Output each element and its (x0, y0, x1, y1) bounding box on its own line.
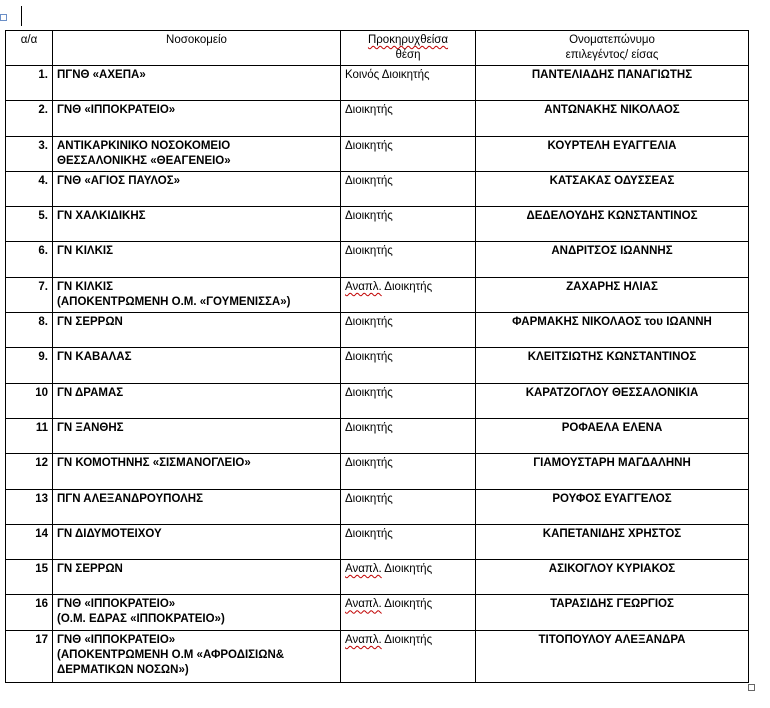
hospital-cell: ΠΓΝ ΑΛΕΞΑΝΔΡΟΥΠΟΛΗΣ (53, 489, 341, 524)
row-number: 1. (6, 66, 53, 101)
table-row (6, 277, 749, 312)
hospital-cell: ΓΝ ΧΑΛΚΙΔΙΚΗΣ (53, 207, 341, 242)
table-row (6, 348, 749, 383)
position-cell (341, 348, 476, 383)
table-row (6, 136, 749, 171)
position-title: Διοικητής (345, 351, 393, 364)
appointee-name-cell: ΠΑΝΤΕΛΙΑΔΗΣ ΠΑΝΑΓΙΩΤΗΣ (476, 66, 749, 101)
position-title: Διοικητής (345, 492, 393, 505)
table-row (6, 595, 749, 630)
position-title: Διοικητής (345, 421, 393, 434)
position-title: Διοικητής (381, 598, 433, 611)
row-number: 4. (6, 171, 53, 206)
table-row (6, 207, 749, 242)
position-cell (341, 489, 476, 524)
table-header-row (6, 31, 749, 66)
position-cell (341, 560, 476, 595)
row-number: 11 (6, 418, 53, 453)
hospital-cell: ΓΝ ΔΡΑΜΑΣ (53, 383, 341, 418)
appointee-name-cell: ΤΙΤΟΠΟΥΛΟΥ ΑΛΕΞΑΝΔΡΑ (476, 630, 749, 682)
position-cell (341, 313, 476, 348)
position-prefix: Αναπλ. (345, 633, 382, 646)
position-title: Διοικητής (381, 633, 433, 646)
appointee-name-cell: ΦΑΡΜΑΚΗΣ ΝΙΚΟΛΑΟΣ του ΙΩΑΝΝΗ (476, 313, 749, 348)
table-row (6, 454, 749, 489)
position-title: Διοικητής (345, 104, 393, 117)
position-title: Διοικητής (345, 210, 393, 223)
row-number: 16 (6, 595, 53, 630)
position-prefix: Αναπλ. (345, 563, 382, 576)
position-title: Διοικητής (345, 174, 393, 187)
position-title: Διοικητής (345, 386, 393, 399)
header-index: α/α (6, 31, 53, 66)
hospital-cell: ΓΝ ΚΑΒΑΛΑΣ (53, 348, 341, 383)
position-cell (341, 101, 476, 136)
appointee-name-cell: ΔΕΔΕΛΟΥΔΗΣ ΚΩΝΣΤΑΝΤΙΝΟΣ (476, 207, 749, 242)
header-position: Προκηρυχθείσα θέση (341, 31, 476, 66)
header-name: Ονοματεπώνυμο επιλεγέντος/ είσας (476, 31, 749, 66)
position-prefix: Αναπλ. (345, 598, 382, 611)
position-prefix: Αναπλ. (345, 280, 382, 293)
appointee-name-cell: ΓΙΑΜΟΥΣΤΑΡΗ ΜΑΓΔΑΛΗΝΗ (476, 454, 749, 489)
table-row (6, 560, 749, 595)
row-number: 17 (6, 630, 53, 682)
position-title: Διοικητής (381, 563, 433, 576)
hospital-cell: ΓΝ ΚΟΜΟΤΗΝΗΣ «ΣΙΣΜΑΝΟΓΛΕΙΟ» (53, 454, 341, 489)
appointee-name-cell: ΚΑΠΕΤΑΝΙΔΗΣ ΧΡΗΣΤΟΣ (476, 524, 749, 559)
hospital-cell: ΓΝ ΔΙΔΥΜΟΤΕΙΧΟΥ (53, 524, 341, 559)
position-cell (341, 595, 476, 630)
table-row (6, 242, 749, 277)
position-title: Διοικητής (345, 245, 393, 258)
table-row (6, 171, 749, 206)
appointee-name-cell: ΡΟΥΦΟΣ ΕΥΑΓΓΕΛΟΣ (476, 489, 749, 524)
table-row (6, 66, 749, 101)
table-row (6, 383, 749, 418)
table-row (6, 418, 749, 453)
row-number: 3. (6, 136, 53, 171)
table-move-handle-icon[interactable] (0, 14, 7, 21)
hospital-cell: ΓΝ ΚΙΛΚΙΣ (ΑΠΟΚΕΝΤΡΩΜΕΝΗ Ο.Μ. «ΓΟΥΜΕΝΙΣΣΑ») (53, 277, 341, 312)
position-cell (341, 630, 476, 682)
position-cell (341, 418, 476, 453)
hospital-cell: ΓΝΘ «ΙΠΠΟΚΡΑΤΕΙΟ» (Ο.Μ. ΕΔΡΑΣ «ΙΠΠΟΚΡΑΤΕΙΟ») (53, 595, 341, 630)
appointee-name-cell: ΑΝΤΩΝΑΚΗΣ ΝΙΚΟΛΑΟΣ (476, 101, 749, 136)
hospital-cell: ΓΝΘ «ΑΓΙΟΣ ΠΑΥΛΟΣ» (53, 171, 341, 206)
hospital-cell: ΑΝΤΙΚΑΡΚΙΝΙΚΟ ΝΟΣΟΚΟΜΕΙΟ ΘΕΣΣΑΛΟΝΙΚΗΣ «ΘΕΑΓΕΝΕΙΟ» (53, 136, 341, 171)
row-number: 8. (6, 313, 53, 348)
hospital-cell: ΓΝΘ «ΙΠΠΟΚΡΑΤΕΙΟ» (ΑΠΟΚΕΝΤΡΩΜΕΝΗ Ο.Μ «ΑΦΡΟΔΙΣΙΩΝ& ΔΕΡΜΑΤΙΚΩΝ ΝΟΣΩΝ») (53, 630, 341, 682)
position-cell (341, 383, 476, 418)
row-number: 9. (6, 348, 53, 383)
position-cell (341, 242, 476, 277)
row-number: 5. (6, 207, 53, 242)
position-title: Διοικητής (345, 316, 393, 329)
position-title: Διοικητής (345, 527, 393, 540)
position-cell (341, 171, 476, 206)
appointee-name-cell: ΚΑΡΑΤΖΟΓΛΟΥ ΘΕΣΣΑΛΟΝΙΚΙΑ (476, 383, 749, 418)
appointee-name-cell: ΑΝΔΡΙΤΣΟΣ ΙΩΑΝΝΗΣ (476, 242, 749, 277)
row-number: 10 (6, 383, 53, 418)
table-row (6, 489, 749, 524)
row-number: 6. (6, 242, 53, 277)
appointee-name-cell: ΚΟΥΡΤΕΛΗ ΕΥΑΓΓΕΛΙΑ (476, 136, 749, 171)
appointee-name-cell: ΤΑΡΑΣΙΔΗΣ ΓΕΩΡΓΙΟΣ (476, 595, 749, 630)
row-number: 13 (6, 489, 53, 524)
hospital-cell: ΠΓΝΘ «ΑΧΕΠΑ» (53, 66, 341, 101)
position-cell (341, 277, 476, 312)
appointee-name-cell: ΚΑΤΣΑΚΑΣ ΟΔΥΣΣΕΑΣ (476, 171, 749, 206)
table-resize-handle[interactable] (748, 684, 755, 691)
hospital-cell: ΓΝ ΞΑΝΘΗΣ (53, 418, 341, 453)
header-hospital: Νοσοκομείο (53, 31, 341, 66)
text-cursor (21, 6, 22, 26)
position-title: Διοικητής (345, 457, 393, 470)
hospital-cell: ΓΝ ΣΕΡΡΩΝ (53, 313, 341, 348)
position-cell (341, 66, 476, 101)
row-number: 2. (6, 101, 53, 136)
table-row (6, 313, 749, 348)
appointee-name-cell: ΑΣΙΚΟΓΛΟΥ ΚΥΡΙΑΚΟΣ (476, 560, 749, 595)
position-cell (341, 136, 476, 171)
row-number: 12 (6, 454, 53, 489)
table-row (6, 630, 749, 682)
appointee-name-cell: ΚΛΕΙΤΣΙΩΤΗΣ ΚΩΝΣΤΑΝΤΙΝΟΣ (476, 348, 749, 383)
row-number: 15 (6, 560, 53, 595)
table-row (6, 101, 749, 136)
position-cell (341, 207, 476, 242)
hospital-cell: ΓΝ ΚΙΛΚΙΣ (53, 242, 341, 277)
position-title: Διοικητής (381, 280, 433, 293)
row-number: 14 (6, 524, 53, 559)
table-row (6, 524, 749, 559)
hospital-cell: ΓΝ ΣΕΡΡΩΝ (53, 560, 341, 595)
position-cell (341, 524, 476, 559)
position-cell (341, 454, 476, 489)
row-number: 7. (6, 277, 53, 312)
position-title: Διοικητής (345, 139, 393, 152)
hospital-administrators-table (5, 30, 749, 683)
position-title: Κοινός Διοικητής (345, 69, 430, 81)
appointee-name-cell: ΖΑΧΑΡΗΣ ΗΛΙΑΣ (476, 277, 749, 312)
hospital-cell: ΓΝΘ «ΙΠΠΟΚΡΑΤΕΙΟ» (53, 101, 341, 136)
appointee-name-cell: ΡΟΦΑΕΛΑ ΕΛΕΝΑ (476, 418, 749, 453)
